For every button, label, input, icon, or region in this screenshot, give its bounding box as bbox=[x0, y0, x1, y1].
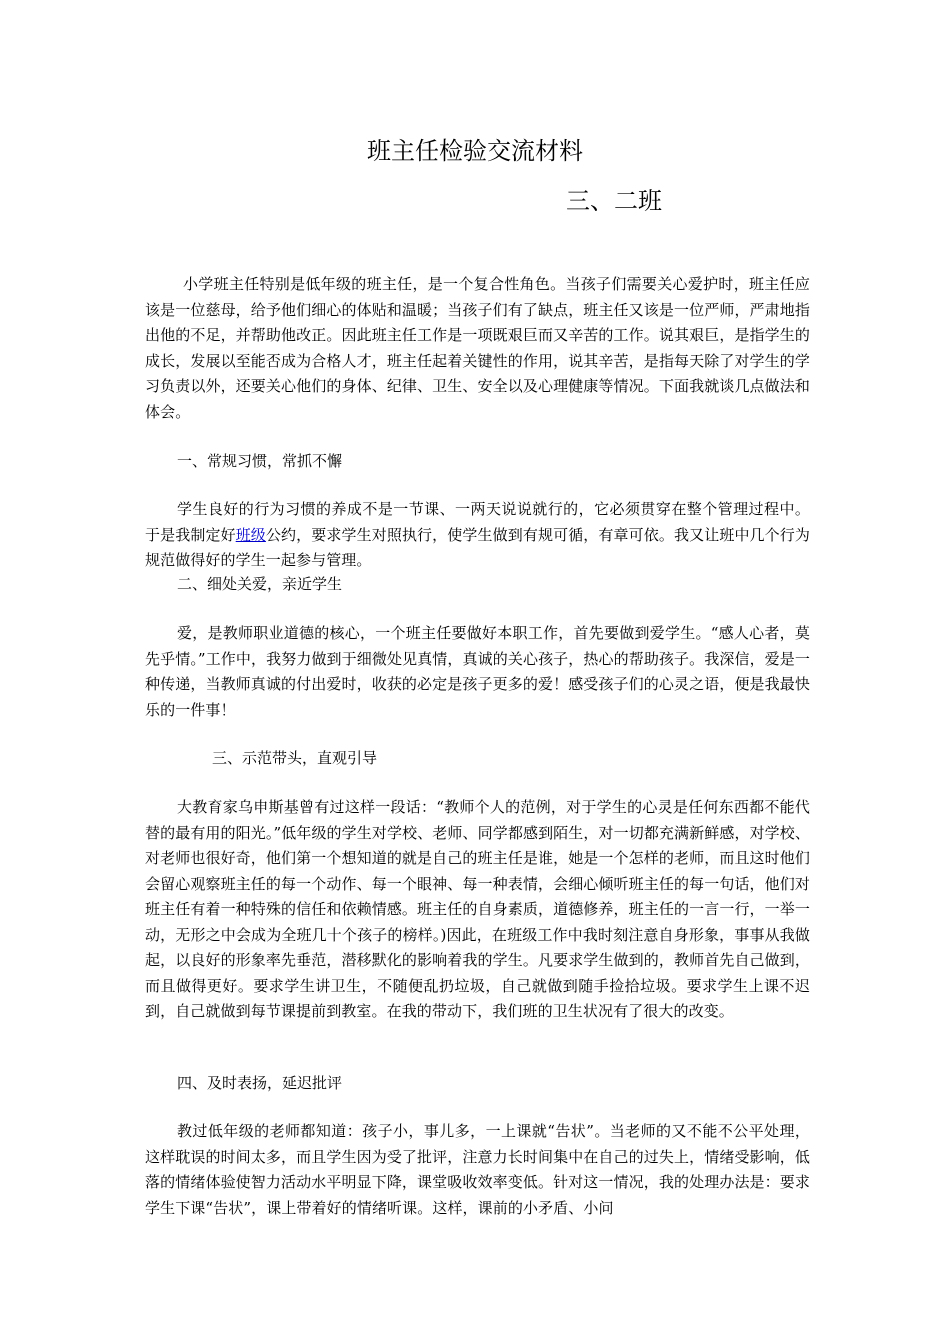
section3-paragraph: 大教育家乌申斯基曾有过这样一段话：“教师个人的范例，对于学生的心灵是任何东西都不能代替的最有用的阳光。”低年级的学生对学校、老师、同学都感到陌生，对一切都充满新鲜感，对学校、对老师也很好奇，他们第一个想知道的就是自己的班主任是谁，她是一个怎样的老师，而且这时他们会留心观察班主任的每一个动作、每一个眼神、每一种表情，会细心倾听班主任的每一句话，他们对班主任有着一种特殊的信任和依赖情感。班主任的自身素质，道德修养，班主任的一言一行，一举一动，无形之中会成为全班几十个孩子的榜样。)因此，在班级工作中我时刻注意自身形象，事事从我做起，以良好的形象率先垂范，潜移默化的影响着我的学生。凡要求学生做到的，教师首先自己做到，而且做得更好。要求学生讲卫生，不随便乱扔垃圾，自己就做到随手捡拾垃圾。要求学生上课不迟到，自己就做到每节课提前到教室。在我的带动下，我们班的卫生状况有了很大的改变。 bbox=[145, 798, 810, 1020]
section3-heading: 三、示范带头，直观引导 bbox=[212, 749, 378, 767]
section1-text-after-link: 公约，要求学生对照执行，使学生做到有规可循，有章可依。我又让班中几个行为规范做得好的学生一起参与管理。 bbox=[145, 525, 810, 569]
class-link[interactable]: 班级 bbox=[235, 525, 266, 544]
section1-paragraph bbox=[145, 497, 810, 574]
section4-paragraph: 教过低年级的老师都知道：孩子小，事儿多，一上课就“告状”。当老师的又不能不公平处理，这样耽误的时间太多，而且学生因为受了批评，注意力长时间集中在自己的过失上，情绪受影响，低落的情绪体验使智力活动水平明显下降，课堂吸收效率变低。针对这一情况，我的处理办法是：要求学生下课“告状”，课上带着好的情绪听课。这样，课前的小矛盾、小问 bbox=[145, 1122, 810, 1217]
document-title: 班主任检验交流材料 bbox=[367, 137, 583, 165]
section2-paragraph: 爱，是教师职业道德的核心，一个班主任要做好本职工作，首先要做到爱学生。“感人心者，莫先乎情。”工作中，我努力做到于细微处见真情，真诚的关心孩子，热心的帮助孩子。我深信，爱是一种传递，当教师真诚的付出爱时，收获的必定是孩子更多的爱！感受孩子们的心灵之语，便是我最快乐的一件事！ bbox=[145, 624, 810, 719]
section1-heading: 一、常规习惯，常抓不懈 bbox=[177, 452, 343, 470]
section2-heading: 二、细处关爱，亲近学生 bbox=[177, 575, 343, 593]
section1-text-before-link: 学生良好的行为习惯的养成不是一节课、一两天说说就行的，它必须贯穿在整个管理过程中。于是我制定好 bbox=[145, 500, 810, 544]
document-subtitle: 三、二班 bbox=[566, 187, 662, 215]
section4-heading: 四、及时表扬，延迟批评 bbox=[177, 1074, 343, 1092]
intro-paragraph: 小学班主任特别是低年级的班主任，是一个复合性角色。当孩子们需要关心爱护时，班主任应该是一位慈母，给予他们细心的体贴和温暖；当孩子们有了缺点，班主任又该是一位严师，严肃地指出他的不足，并帮助他改正。因此班主任工作是一项既艰巨而又辛苦的工作。说其艰巨，是指学生的成长，发展以至能否成为合格人才，班主任起着关键性的作用，说其辛苦，是指每天除了对学生的学习负责以外，还要关心他们的身体、纪律、卫生、安全以及心理健康等情况。下面我就谈几点做法和体会。 bbox=[145, 275, 810, 421]
